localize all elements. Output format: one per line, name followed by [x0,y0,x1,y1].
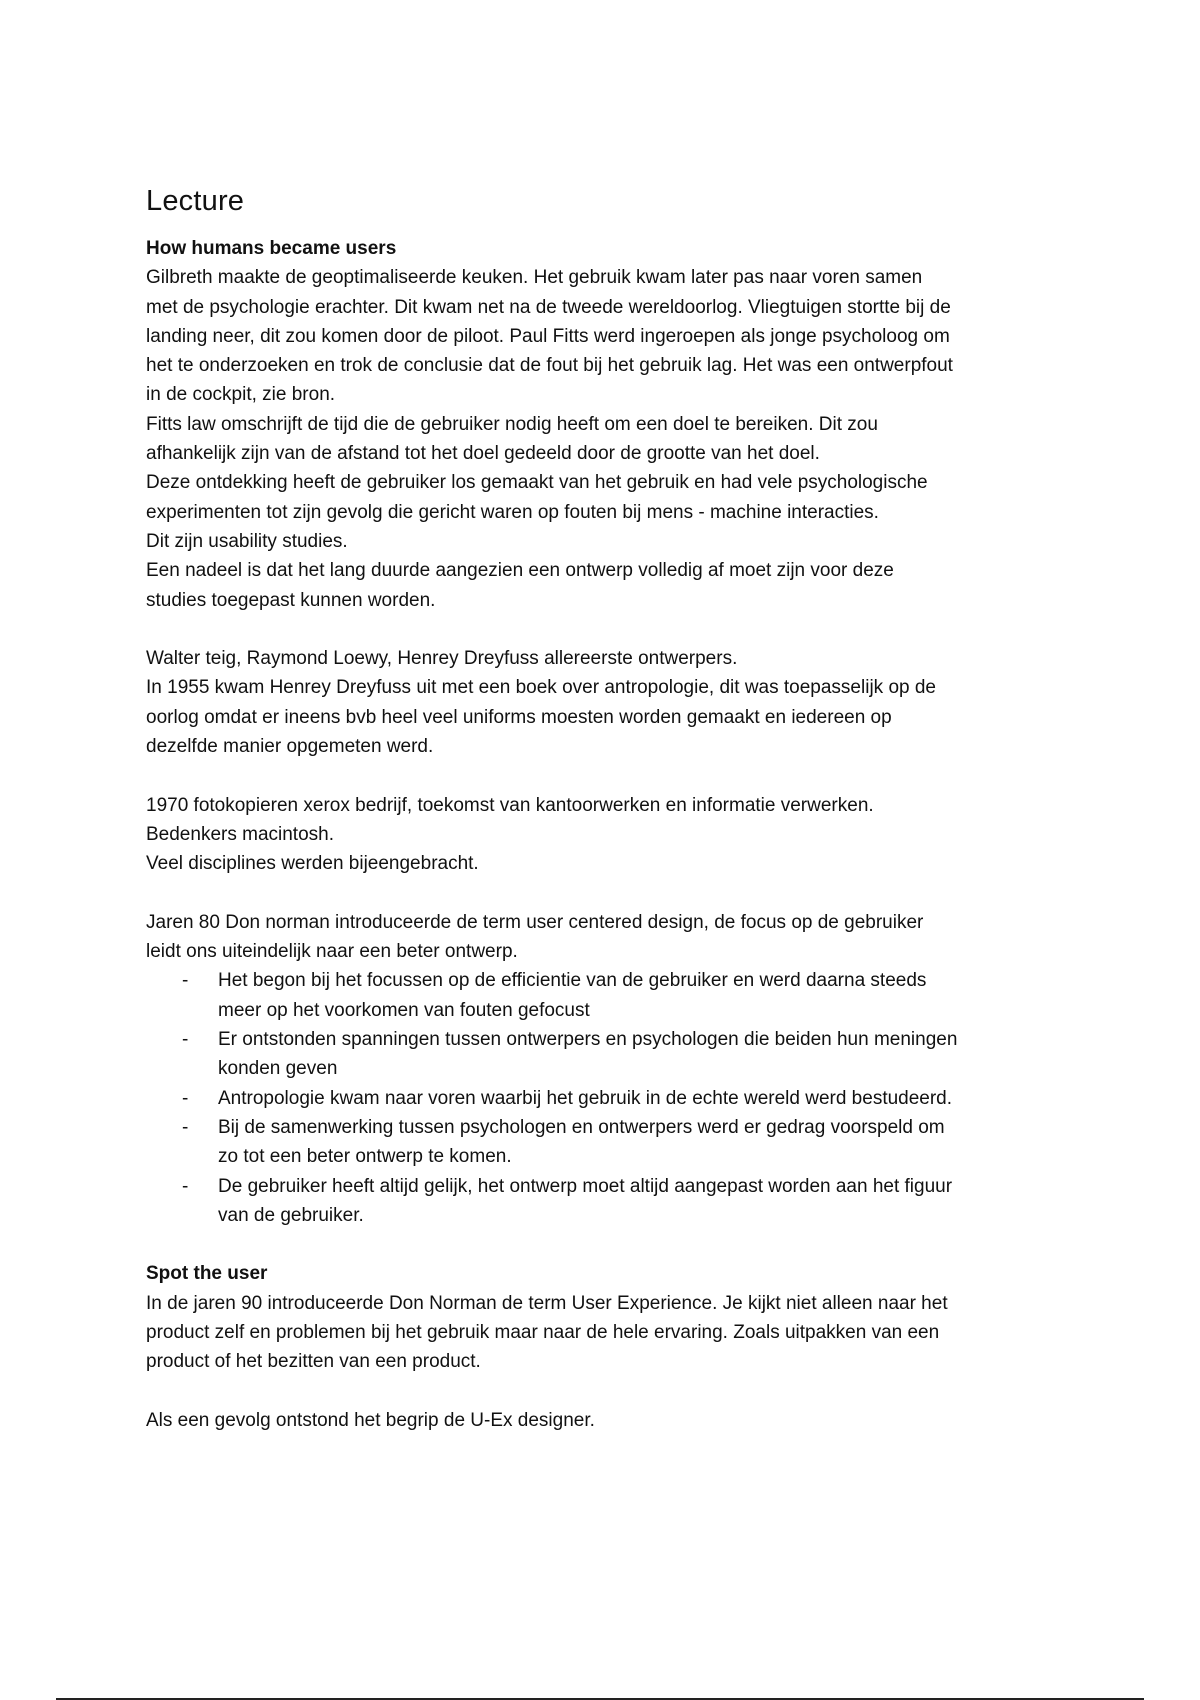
list-item-text: Bij de samenwerking tussen psychologen en ontwerpers werd er gedrag voorspeld om zo tot een beter ontwerp te komen. [218,1116,945,1168]
list-item [146,1084,1096,1113]
paragraph-first-designers: Walter teig, Raymond Loewy, Henrey Dreyfuss allereerste ontwerpers. [146,648,738,670]
document-page [146,180,1096,1435]
paragraph-dreyfuss-book: In 1955 kwam Henrey Dreyfuss uit met een boek over antropologie, dit was toepasselijk op de oorlog omdat er ineens bvb heel veel uniforms moesten worden gemaakt en iedereen op dezelfde manier opgemeten werd. [146,677,936,758]
bullet-marker: - [182,1087,189,1109]
page-title: Lecture [146,185,245,217]
bullet-marker: - [182,970,189,992]
bullet-list [146,966,1096,1230]
paragraph-gap [146,1230,1096,1259]
paragraph-gap [146,615,1096,644]
list-item [146,1025,1096,1084]
paragraph-fitts-law: Fitts law omschrijft de tijd die de gebruiker nodig heeft om een doel te bereiken. Dit zou afhankelijk zijn van de afstand tot het doel gedeeld door de grootte van het doel. [146,413,878,465]
section-heading-how-humans-became-users: How humans became users [146,238,397,259]
list-item-text: Antropologie kwam naar voren waarbij het gebruik in de echte wereld werd bestudeerd. [218,1087,953,1109]
paragraph-gap [146,761,1096,790]
paragraph-discovery: Deze ontdekking heeft de gebruiker los gemaakt van het gebruik en had vele psychologische experimenten tot zijn gevolg die gericht waren op fouten bij mens - machine interacties. [146,472,928,523]
paragraph-uex-designer: Als een gevolg ontstond het begrip de U-Ex designer. [146,1409,595,1431]
list-item [146,1113,1096,1172]
paragraph-disciplines: Veel disciplines werden bijeengebracht. [146,853,479,875]
bullet-marker: - [182,1175,189,1197]
paragraph-user-experience: In de jaren 90 introduceerde Don Norman de term User Experience. Je kijkt niet alleen naar het product zelf en problemen bij het gebruik maar naar de hele ervaring. Zoals uitpakken van een product of het bezitten van een product. [146,1292,948,1373]
paragraph-disadvantage: Een nadeel is dat het lang duurde aangezien een ontwerp volledig af moet zijn voor deze studies toegepast kunnen worden. [146,560,894,611]
list-item [146,966,1096,1025]
list-item-text: Er ontstonden spanningen tussen ontwerpers en psychologen die beiden hun meningen konden geven [218,1029,958,1080]
paragraph-xerox: 1970 fotokopieren xerox bedrijf, toekomst van kantoorwerken en informatie verwerken. [146,794,874,816]
paragraph-gilbreth: Gilbreth maakte de geoptimaliseerde keuken. Het gebruik kwam later pas naar voren samen met de psychologie erachter. Dit kwam net na de tweede wereldoorlog. Vliegtuigen stortte bij de landing neer, dit zou komen door de piloot. Paul Fitts werd ingeroepen als jonge psycholoog om het te onderzoeken en trok de conclusie dat de fout bij het gebruik lag. Het was een ontwerpfout in de cockpit, zie bron. [146,267,953,406]
section-heading-spot-the-user: Spot the user [146,1263,268,1285]
paragraph-usability-studies: Dit zijn usability studies. [146,530,348,552]
list-item-text: Het begon bij het focussen op de efficientie van de gebruiker en werd daarna steeds meer op het voorkomen van fouten gefocust [218,970,927,1021]
list-item-text: De gebruiker heeft altijd gelijk, het ontwerp moet altijd aangepast worden aan het figuur van de gebruiker. [218,1175,953,1226]
list-item [146,1172,1096,1231]
paragraph-user-centered-design: Jaren 80 Don norman introduceerde de term user centered design, de focus op de gebruiker leidt ons uiteindelijk naar een beter ontwerp. [146,911,924,963]
paragraph-gap [146,1377,1096,1406]
bullet-marker: - [182,1116,189,1138]
bullet-marker: - [182,1029,189,1051]
paragraph-gap [146,879,1096,908]
paragraph-macintosh: Bedenkers macintosh. [146,823,334,845]
